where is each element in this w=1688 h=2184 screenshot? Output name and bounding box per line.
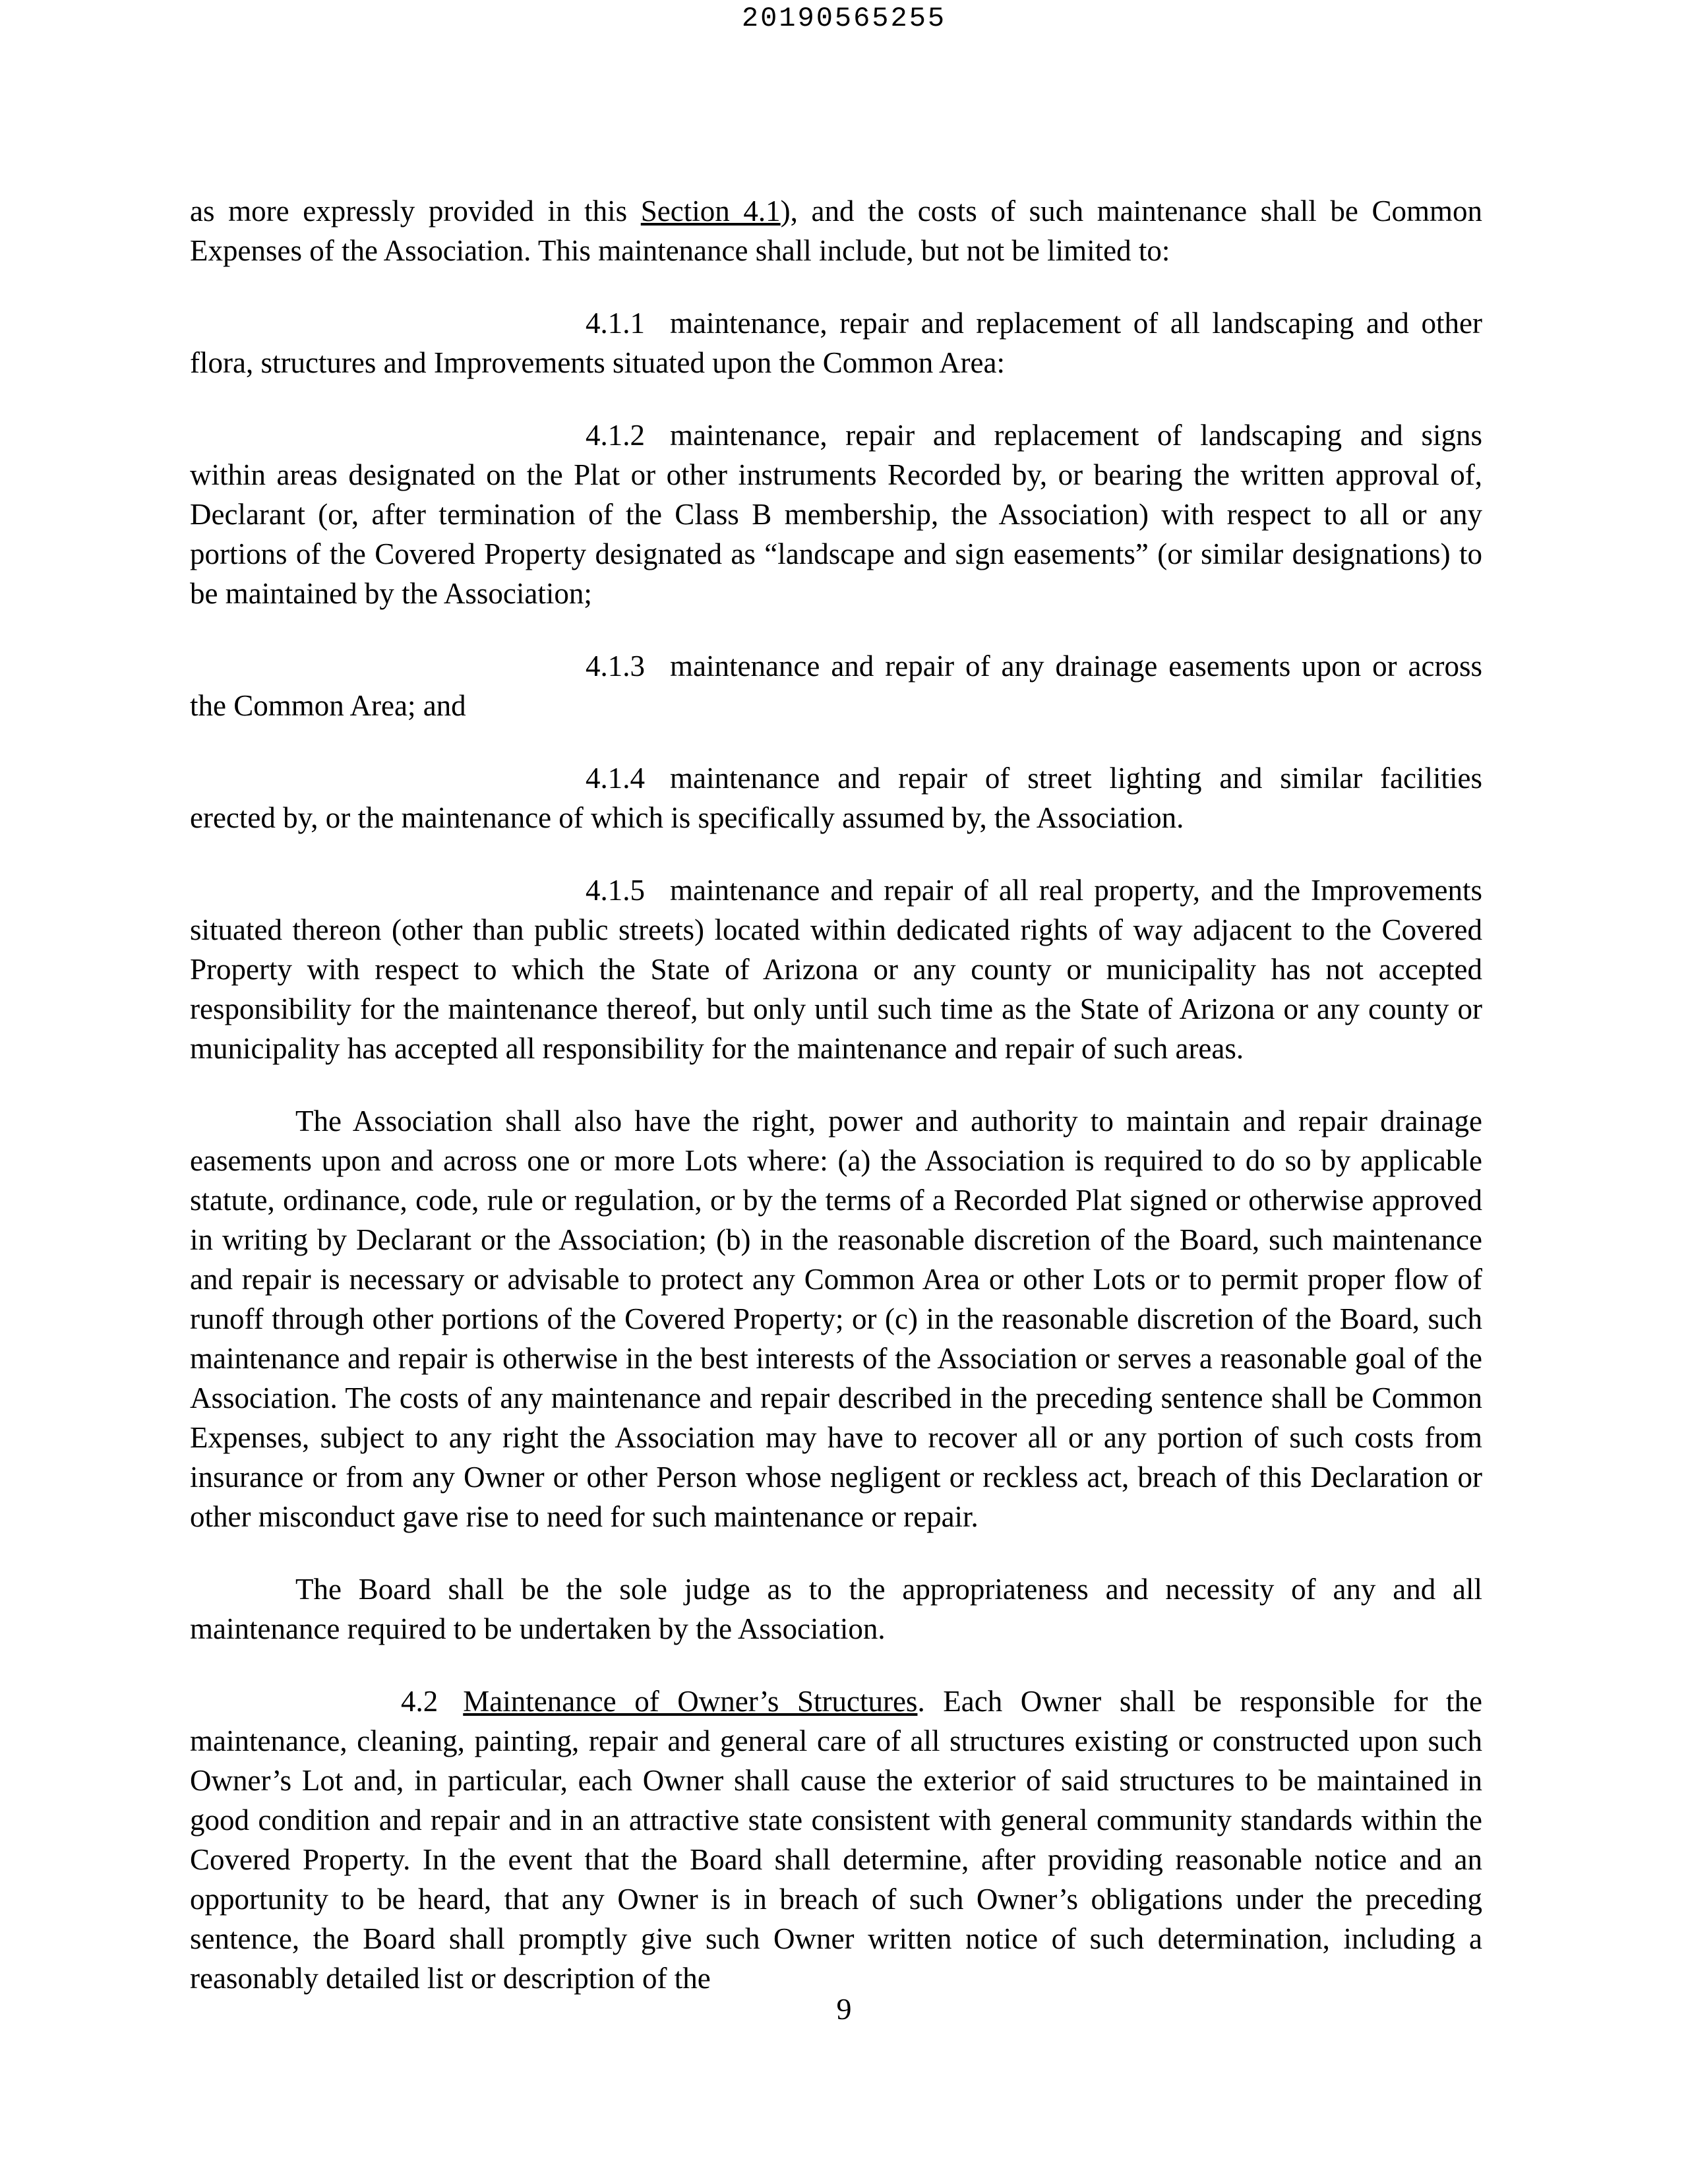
intro-pre: as more expressly provided in this	[190, 195, 641, 228]
item-text: maintenance, repair and replacement of landscaping and signs within areas designated on the Plat or other instruments Recorded by, or bearing the written approval of, Declarant (or, after termination of the Class B membership, the Association) with respect to all or any portions of the Covered Property designated as “landscape and sign easements” (or similar designations) to be maintained by the Association;	[190, 419, 1482, 610]
item-text: maintenance and repair of street lighting and similar facilities erected by, or the maintenance of which is specifically assumed by, the Association.	[190, 762, 1482, 834]
section-number: 4.2	[401, 1685, 438, 1718]
list-item	[190, 758, 1482, 837]
list-item	[190, 870, 1482, 1068]
board-judge-paragraph: The Board shall be the sole judge as to the appropriateness and necessity of any and all maintenance required to be undertaken by the Association.	[190, 1573, 1482, 1645]
section-reference: Section 4.1	[640, 195, 781, 228]
page-body	[190, 191, 1482, 1998]
item-text: maintenance and repair of any drainage easements upon or across the Common Area; and	[190, 650, 1482, 722]
item-number: 4.1.3	[586, 650, 645, 682]
section-title: Maintenance of Owner’s Structures	[463, 1685, 918, 1718]
item-text: maintenance, repair and replacement of all landscaping and other flora, structures and Improvements situated upon the Common Area:	[190, 307, 1482, 379]
list-item	[190, 415, 1482, 613]
intro-post: ), and the costs of such maintenance shall be Common Expenses of the Association. This maintenance shall include, but not be limited to:	[190, 195, 1483, 267]
item-number: 4.1.2	[586, 419, 645, 452]
section-text: . Each Owner shall be responsible for the maintenance, cleaning, painting, repair and general care of all structures existing or constructed upon such Owner’s Lot and, in particular, each Owner shall cause the exterior of said structures to be maintained in good condition and repair and in an attractive state consistent with general community standards within the Covered Property. In the event that the Board shall determine, after providing reasonable notice and an opportunity to be heard, that any Owner is in breach of such Owner’s obligations under the preceding sentence, the Board shall promptly give such Owner written notice of such determination, including a reasonably detailed list or description of the	[190, 1685, 1482, 1995]
section-4-2-paragraph	[190, 1682, 1482, 1998]
list-item	[190, 303, 1482, 382]
item-number: 4.1.5	[586, 874, 645, 907]
item-number: 4.1.1	[586, 307, 645, 340]
list-item	[190, 646, 1482, 725]
page-number: 9	[836, 1992, 852, 2026]
document-number: 20190565255	[741, 3, 947, 34]
intro-paragraph	[190, 191, 1482, 270]
association-rights-paragraph: The Association shall also have the right, power and authority to maintain and repair drainage easements upon and across one or more Lots where: (a) the Association is required to do so by applicable statute, ordinance, code, rule or regulation, or by the terms of a Recorded Plat signed or otherwise approved in writing by Declarant or the Association; (b) in the reasonable discretion of the Board, such maintenance and repair is necessary or advisable to protect any Common Area or other Lots or to permit proper flow of runoff through other portions of the Covered Property; or (c) in the reasonable discretion of the Board, such maintenance and repair is otherwise in the best interests of the Association or serves a reasonable goal of the Association. The costs of any maintenance and repair described in the preceding sentence shall be Common Expenses, subject to any right the Association may have to recover all or any portion of such costs from insurance or from any Owner or other Person whose negligent or reckless act, breach of this Declaration or other misconduct gave rise to need for such maintenance or repair.	[190, 1105, 1482, 1533]
item-number: 4.1.4	[586, 762, 645, 795]
item-text: maintenance and repair of all real property, and the Improvements situated thereon (other than public streets) located within dedicated rights of way adjacent to the Covered Property with respect to which the State of Arizona or any county or municipality has not accepted responsibility for the maintenance thereof, but only until such time as the State of Arizona or any county or municipality has accepted all responsibility for the maintenance and repair of such areas.	[190, 874, 1482, 1065]
